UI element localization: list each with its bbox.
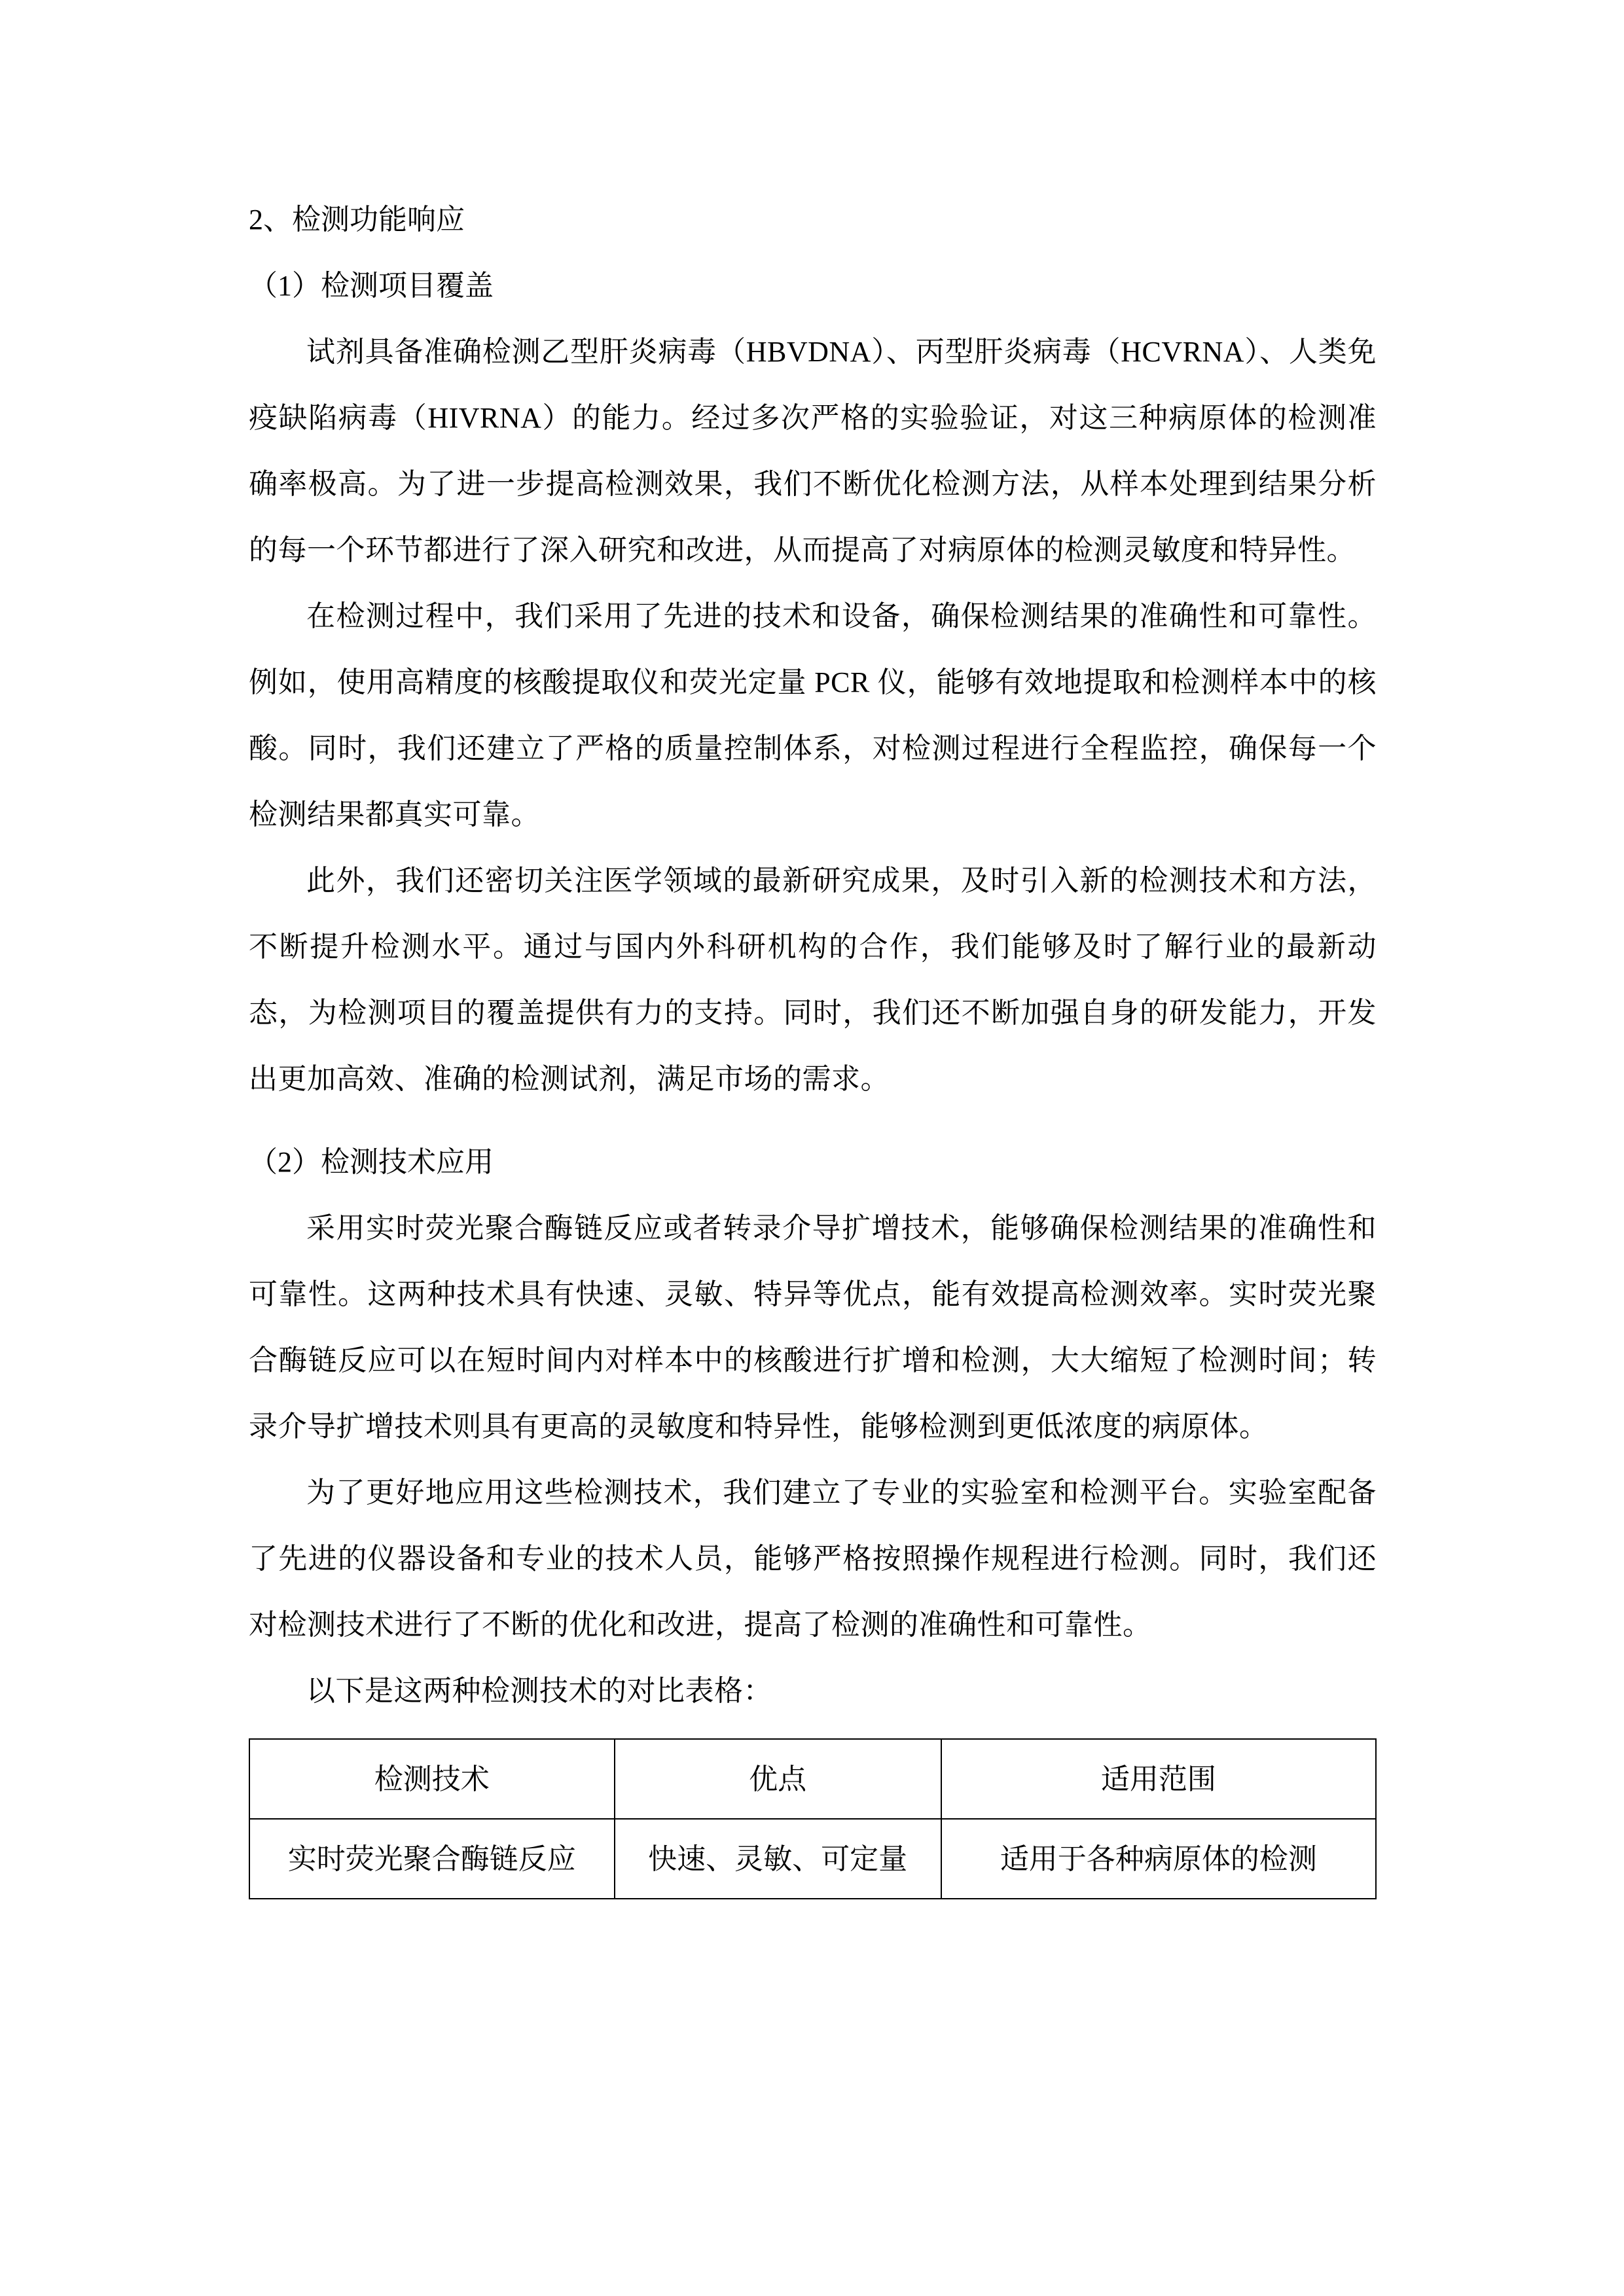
table-cell-advantages: 快速、灵敏、可定量 — [615, 1819, 941, 1899]
table-cell-scope: 适用于各种病原体的检测 — [941, 1819, 1376, 1899]
section-1-paragraph-1: 试剂具备准确检测乙型肝炎病毒（HBVDNA）、丙型肝炎病毒（HCVRNA）、人类免疫缺陷病毒（HIVRNA）的能力。经过多次严格的实验验证，对这三种病原体的检测准确率极高。为了进一步提高检测效果，我们不断优化检测方法，从样本处理到结果分析的每一个环节都进行了深入研究和改进，从而提高了对病原体的检测灵敏度和特异性。 — [249, 336, 1377, 566]
table-intro-line: 以下是这两种检测技术的对比表格： — [306, 1675, 772, 1707]
section-2-paragraph-2: 为了更好地应用这些检测技术，我们建立了专业的实验室和检测平台。实验室配备了先进的仪器设备和专业的技术人员，能够严格按照操作规程进行检测。同时，我们还对检测技术进行了不断的优化和改进，提高了检测的准确性和可靠性。 — [249, 1477, 1377, 1641]
section-2-paragraph-1: 采用实时荧光聚合酶链反应或者转录介导扩增技术，能够确保检测结果的准确性和可靠性。这两种技术具有快速、灵敏、特异等优点，能有效提高检测效率。实时荧光聚合酶链反应可以在短时间内对样本中的核酸进行扩增和检测，大大缩短了检测时间；转录介导扩增技术则具有更高的灵敏度和特异性，能够检测到更低浓度的病原体。 — [249, 1212, 1377, 1443]
section-1-paragraph-3: 此外，我们还密切关注医学领域的最新研究成果，及时引入新的检测技术和方法，不断提升检测水平。通过与国内外科研机构的合作，我们能够及时了解行业的最新动态，为检测项目的覆盖提供有力的支持。同时，我们还不断加强自身的研发能力，开发出更加高效、准确的检测试剂，满足市场的需求。 — [249, 865, 1377, 1095]
document-heading: 2、检测功能响应 — [249, 204, 465, 236]
section-1-title: （1）检测项目覆盖 — [249, 270, 494, 302]
table-header-scope: 适用范围 — [941, 1739, 1376, 1819]
table-header-technique: 检测技术 — [249, 1739, 615, 1819]
section-1-paragraph-2: 在检测过程中，我们采用了先进的技术和设备，确保检测结果的准确性和可靠性。例如，使用高精度的核酸提取仪和荧光定量 PCR 仪，能够有效地提取和检测样本中的核酸。同时，我们还建立了严格的质量控制体系，对检测过程进行全程监控，确保每一个检测结果都真实可靠。 — [249, 600, 1377, 831]
table-cell-technique: 实时荧光聚合酶链反应 — [249, 1819, 615, 1899]
section-2-title: （2）检测技术应用 — [249, 1146, 494, 1178]
table-row — [249, 1819, 1376, 1899]
table-header-row — [249, 1739, 1376, 1819]
comparison-table — [249, 1738, 1377, 1899]
table-header-advantages: 优点 — [615, 1739, 941, 1819]
